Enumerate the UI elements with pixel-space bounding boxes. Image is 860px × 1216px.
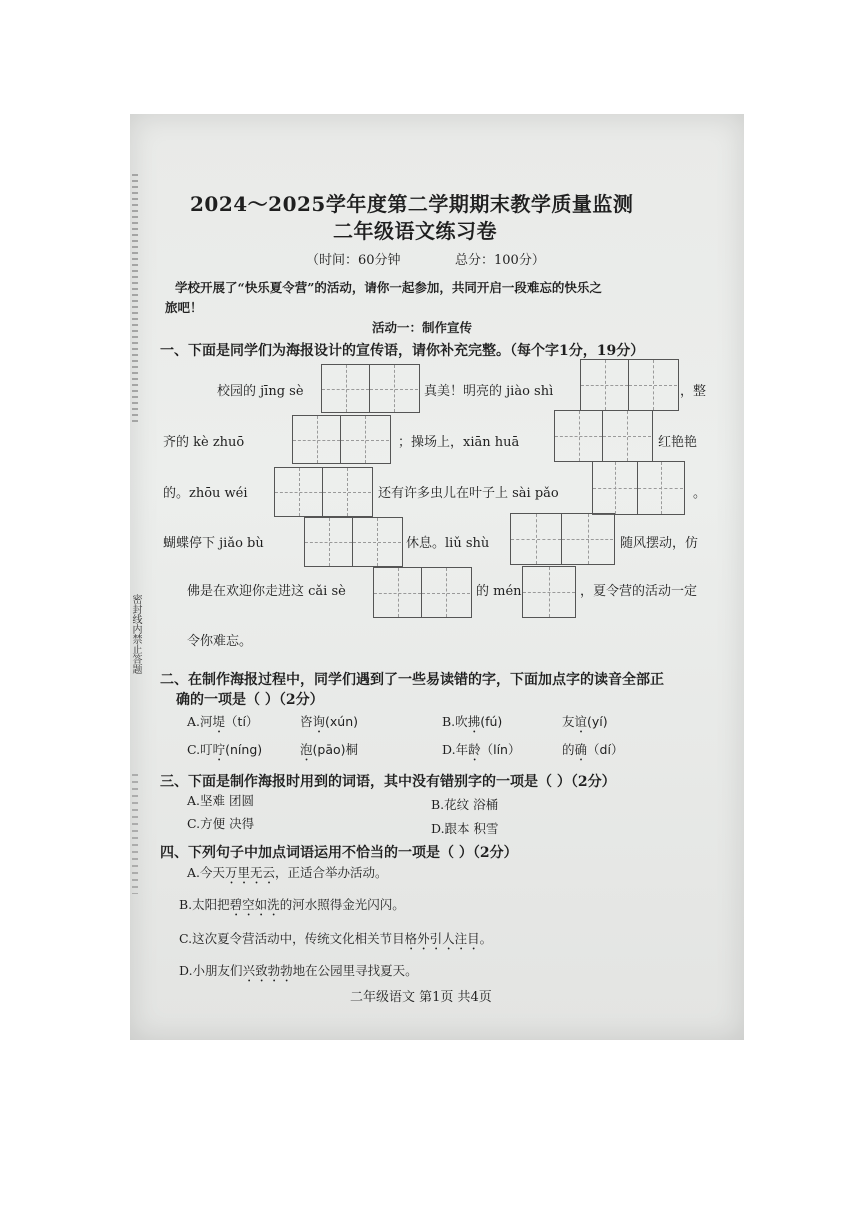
q1-answer-grid-2[interactable] bbox=[580, 359, 679, 411]
exam-time: （时间：60分钟 bbox=[306, 253, 401, 268]
q2-b-dotted1: 拂 bbox=[467, 714, 481, 729]
q2-c-pinyin1: (níng) bbox=[225, 742, 263, 757]
q4-b-dotted: 碧空如洗 bbox=[229, 897, 280, 912]
q2-a-pinyin1: （tí） bbox=[225, 714, 259, 729]
page-footer: 二年级语文 第1页 共4页 bbox=[350, 990, 492, 1005]
q2-b-word1: 吹 bbox=[455, 714, 468, 729]
q2-d-pinyin2: （dí） bbox=[587, 742, 624, 757]
q1-answer-grid-9[interactable] bbox=[373, 567, 472, 618]
q2-option-d[interactable] bbox=[442, 740, 520, 764]
q2-d-dotted1: 龄 bbox=[468, 742, 481, 757]
q1-row3-c: 。 bbox=[693, 486, 707, 501]
q2-c-word1: 叮 bbox=[200, 742, 213, 757]
q2-option-b-second bbox=[562, 712, 608, 736]
q1-answer-grid-3[interactable] bbox=[292, 415, 391, 464]
q1-answer-grid-5[interactable] bbox=[274, 467, 373, 517]
q2-heading-line-1: 二、在制作海报过程中，同学们遇到了一些易读错的字，下面加点字的读音全部正 bbox=[160, 672, 664, 688]
q2-b-dotted2: 谊 bbox=[574, 714, 588, 729]
q4-option-c[interactable] bbox=[179, 929, 492, 953]
q1-row1-b: 真美！明亮的 jiào shì bbox=[424, 384, 554, 399]
q2-a-dotted1: 堤 bbox=[212, 714, 226, 729]
binding-margin bbox=[130, 174, 142, 954]
q1-row4-a: 蝴蝶停下 jiǎo bù bbox=[163, 536, 264, 551]
q4-d-post: 地在公园里寻找夏天。 bbox=[292, 963, 418, 978]
q1-row2-c: 红艳艳 bbox=[658, 435, 698, 450]
q4-c-dotted: 格外引人注目 bbox=[404, 931, 480, 946]
q4-option-a[interactable] bbox=[187, 863, 388, 887]
q3-option-b[interactable]: B.花纹 浴桶 bbox=[431, 797, 499, 812]
q4-c-post: 。 bbox=[479, 931, 493, 946]
q1-heading: 一、下面是同学们为海报设计的宣传语，请你补充完整。（每个字1分，19分） bbox=[160, 343, 645, 359]
q3-option-c[interactable]: C.方便 决得 bbox=[187, 816, 255, 831]
q4-a-post: ，正适合举办活动。 bbox=[275, 865, 388, 880]
q2-option-a-second bbox=[300, 712, 358, 736]
q2-a-dotted2: 询 bbox=[312, 714, 326, 729]
q4-d-pre: D.小朋友们 bbox=[179, 963, 243, 978]
intro-line-2: 旅吧！ bbox=[165, 300, 203, 315]
binding-dotted-line bbox=[132, 174, 138, 424]
q1-row2-b: ；操场上，xiān huā bbox=[398, 435, 520, 450]
q2-a-word2: 咨 bbox=[300, 714, 313, 729]
q2-option-b[interactable] bbox=[442, 712, 502, 736]
q2-b-pinyin2: (yí) bbox=[587, 714, 608, 729]
binding-dotted-line-lower bbox=[132, 774, 138, 894]
q3-option-d[interactable]: D.跟本 积雪 bbox=[431, 821, 499, 836]
q1-answer-grid-7[interactable] bbox=[304, 517, 403, 567]
q4-d-dotted: 兴致勃勃 bbox=[242, 963, 293, 978]
q3-heading: 三、下面是制作海报时用到的词语，其中没有错别字的一项是（ ）（2分） bbox=[160, 774, 616, 790]
binding-note: 密封线内禁止答题 bbox=[130, 594, 141, 674]
q4-b-pre: B.太阳把 bbox=[179, 897, 230, 912]
q1-answer-grid-10[interactable] bbox=[522, 566, 576, 618]
q2-d-dotted2: 确 bbox=[574, 742, 588, 757]
q1-row4-b: 休息。liǔ shù bbox=[406, 536, 490, 551]
q1-row5-b: 的 mén bbox=[476, 584, 522, 599]
intro-line-1: 学校开展了“快乐夏令营”的活动，请你一起参加，共同开启一段难忘的快乐之 bbox=[175, 280, 602, 295]
q2-option-c-second bbox=[300, 740, 358, 764]
q1-row3-b: 还有许多虫儿在叶子上 sài pǎo bbox=[378, 486, 559, 501]
q1-row5-c: ，夏令营的活动一定 bbox=[580, 584, 698, 599]
q1-answer-grid-6[interactable] bbox=[592, 461, 685, 515]
q4-heading: 四、下列句子中加点词语运用不恰当的一项是（ ）（2分） bbox=[160, 845, 518, 861]
exam-title: 2024～2025学年度第二学期期末教学质量监测 bbox=[190, 192, 634, 216]
q2-option-a[interactable] bbox=[187, 712, 258, 736]
q2-b-label: B. bbox=[442, 714, 456, 729]
q2-c-dotted2: 泡 bbox=[300, 742, 313, 757]
q2-d-label: D. bbox=[442, 742, 456, 757]
q1-answer-grid-8[interactable] bbox=[510, 513, 615, 565]
q2-c-dotted1: 咛 bbox=[212, 742, 226, 757]
q2-d-pinyin1: （lín） bbox=[480, 742, 521, 757]
q1-row1-a: 校园的 jīng sè bbox=[217, 384, 304, 399]
q2-heading-line-2: 确的一项是（ ）（2分） bbox=[176, 692, 324, 708]
q1-row5-a: 佛是在欢迎你走进这 cǎi sè bbox=[187, 584, 346, 599]
activity-label: 活动一：制作宣传 bbox=[372, 320, 473, 335]
q2-c-label: C. bbox=[187, 742, 201, 757]
q2-a-word1: 河 bbox=[200, 714, 213, 729]
exam-total-score: 总分：100分） bbox=[455, 253, 545, 268]
exam-subtitle: 二年级语文练习卷 bbox=[333, 219, 497, 243]
q2-d-word2: 的 bbox=[562, 742, 575, 757]
q2-a-label: A. bbox=[187, 714, 201, 729]
q4-a-dotted: 万里无云 bbox=[225, 865, 276, 880]
q4-b-post: 的河水照得金光闪闪。 bbox=[279, 897, 405, 912]
q4-option-b[interactable] bbox=[179, 895, 405, 919]
q4-c-pre: C.这次夏令营活动中，传统文化相关节目 bbox=[179, 931, 405, 946]
q1-row6: 令你难忘。 bbox=[187, 634, 253, 649]
q1-answer-grid-1[interactable] bbox=[321, 364, 420, 413]
q1-answer-grid-4[interactable] bbox=[554, 410, 653, 462]
q3-option-a[interactable]: A.坚难 团圆 bbox=[187, 793, 254, 808]
q2-d-word1: 年 bbox=[455, 742, 469, 757]
q2-c-pinyin2: (pāo)桐 bbox=[312, 742, 359, 757]
exam-paper bbox=[130, 114, 744, 1040]
q1-row3-a: 的。zhōu wéi bbox=[163, 486, 248, 501]
q1-row4-c: 随风摆动，仿 bbox=[620, 536, 699, 551]
q1-row1-c: ，整 bbox=[680, 384, 707, 399]
q1-row2-a: 齐的 kè zhuō bbox=[163, 435, 245, 450]
q2-b-word2: 友 bbox=[562, 714, 575, 729]
q2-b-pinyin1: (fú) bbox=[480, 714, 503, 729]
q2-option-c[interactable] bbox=[187, 740, 262, 764]
q2-option-d-second bbox=[562, 740, 623, 764]
q4-a-pre: A.今天 bbox=[187, 865, 226, 880]
q4-option-d[interactable] bbox=[179, 961, 418, 985]
q2-a-pinyin2: (xún) bbox=[325, 714, 359, 729]
